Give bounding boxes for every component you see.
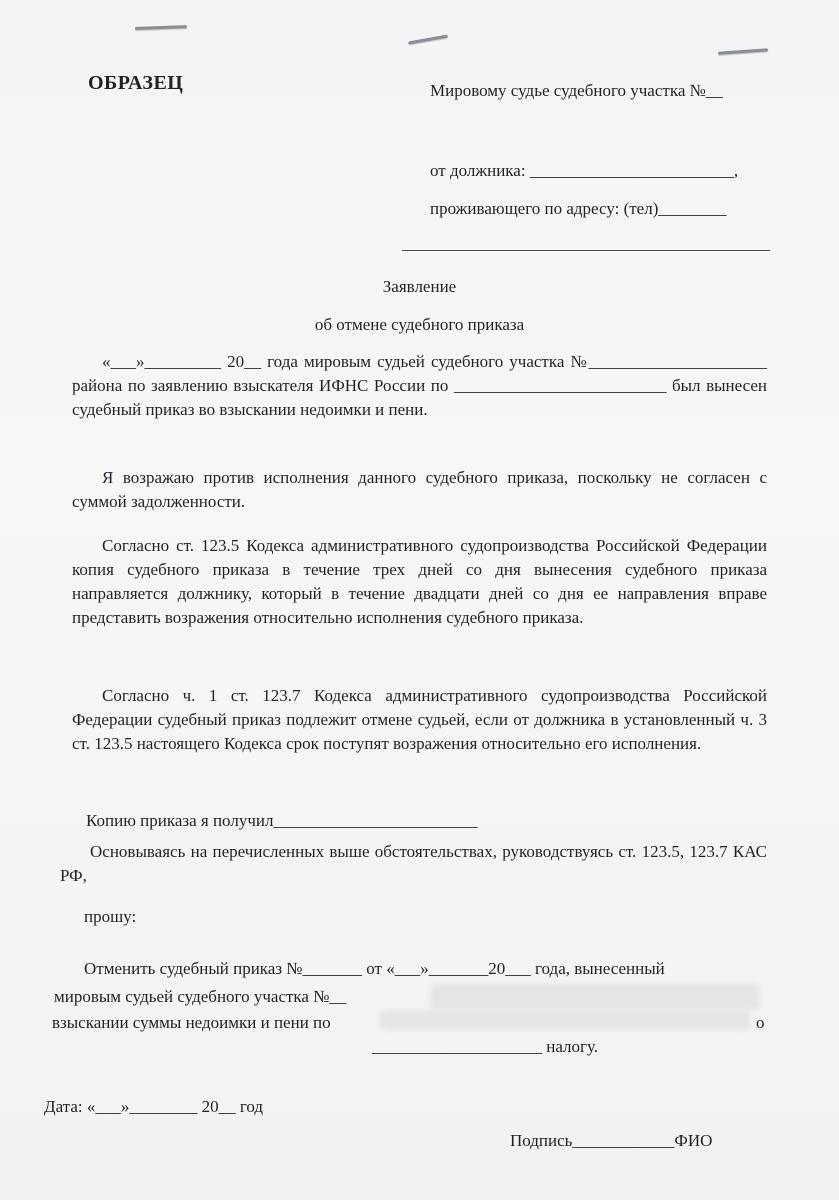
signature-line: Подпись____________ФИО [510,1131,713,1150]
redacted-area [430,984,760,1010]
request-line-4: ____________________ налогу. [372,1037,599,1056]
address-line: проживающего по адресу: (тел)________ [430,199,727,218]
date-line: Дата: «___»________ 20__ год [44,1097,264,1116]
redacted-area [380,1010,750,1030]
paragraph-grounds: Основываясь на перечисленных выше обстоятельствах, руководствуясь ст. 123.5, 123.7 КАС РФ, [60,842,767,885]
staple-mark [718,48,768,54]
staple-mark [135,25,187,30]
request-line-3: взыскании суммы недоимки и пени по [52,1013,331,1032]
request-line-1: Отменить судебный приказ №_______ от «___»_______20___ года, вынесенный [84,959,665,978]
address-blank-line: ______________________________________________ [402,236,770,253]
request-word: прошу: [84,907,137,926]
debtor-line: от должника: ________________________, [430,161,739,180]
paragraph-order-info: «___»_________ 20__ года мировым судьей судебного участка №_____________________ района по заявлению взыскателя ИФНС России по _________________________ был вынесен судебный приказ во взыскании недоимки и пени. [72,352,767,419]
document-subtitle: об отмене судебного приказа [314,315,525,334]
paragraph-article-123-7: Согласно ч. 1 ст. 123.7 Кодекса административного судопроизводства Российской Федерации судебный приказ подлежит отмене судьей, если от должника в установленный ч. 3 ст. 123.5 настоящего Кодекса срок поступят возражения относительно его исполнения. [72,686,767,753]
addressee-line: Мировому судье судебного участка №__ [430,81,723,100]
request-line-2: мировым судьей судебного участка №__ [54,987,347,1006]
staple-mark [408,35,448,45]
document-title: Заявление [382,277,457,296]
paragraph-objection: Я возражаю против исполнения данного судебного приказа, поскольку не согласен с суммой задолженности. [72,468,767,511]
paragraph-article-123-5: Согласно ст. 123.5 Кодекса административного судопроизводства Российской Федерации копия судебного приказа в течение трех дней со дня вынесения судебного приказа направляется должнику, который в течение двадцати дней со дня ее направления вправе представить возражения относительно исполнения судебного приказа. [72,536,767,627]
sample-stamp: ОБРАЗЕЦ [88,72,184,94]
copy-received-line: Копию приказа я получил________________________ [86,811,478,830]
request-line-3-end: о [756,1013,765,1032]
